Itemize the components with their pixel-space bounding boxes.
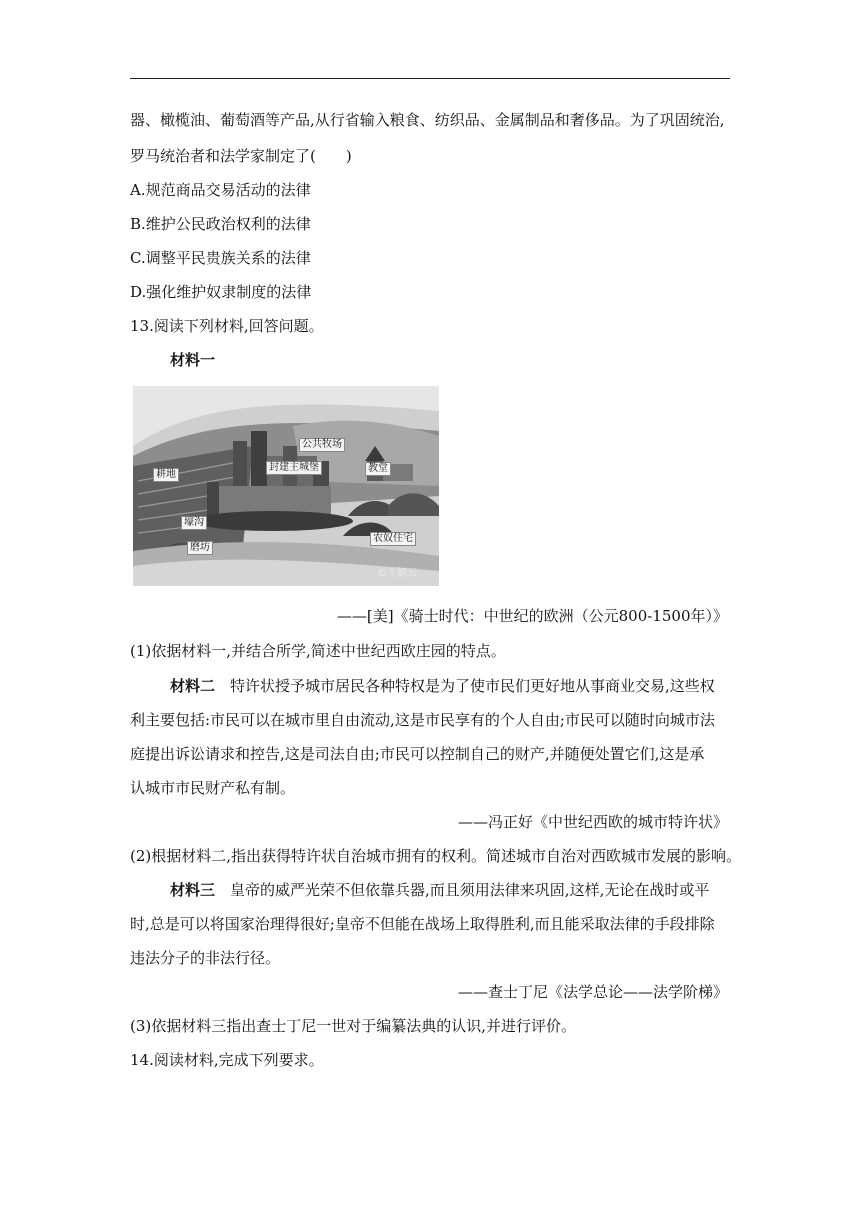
material-3-line3: 违法分子的非法行径。 [130,949,281,967]
q12-continuation-line2: 罗马统治者和法学家制定了( ) [130,147,352,165]
material-2-line4: 认城市市民财产私有制。 [130,779,296,797]
material-2-line1 [170,676,715,696]
material-1-label: 材料一 [170,351,216,369]
material-2-line2: 利主要包括:市民可以在城市里自由流动,这是市民享有的个人自由;市民可以随时向城市法 [130,711,715,729]
label-serf-houses: 农奴住宅 [370,532,416,546]
question-14: 14.阅读材料,完成下列要求。 [130,1051,324,1069]
manor-scene-drawing [133,386,439,586]
manor-illustration [133,386,439,586]
header-rule [130,78,730,79]
material-1-source: ——[美]《骑士时代：中世纪的欧洲（公元800-1500年）》 [336,607,728,625]
label-moat: 壕沟 [181,516,207,530]
question-13-1: (1)依据材料一,并结合所学,简述中世纪西欧庄园的特点。 [130,642,506,660]
option-c: C.调整平民贵族关系的法律 [130,249,311,267]
material-3-source: ——查士丁尼《法学总论——法学阶梯》 [457,983,728,1001]
label-castle: 封建主城堡 [266,461,322,475]
label-mill: 磨坊 [187,541,213,555]
material-3-line1 [170,880,709,900]
option-b: B.维护公民政治权利的法律 [130,215,311,233]
material-2-source: ——冯正好《中世纪西欧的城市特许状》 [457,813,728,831]
image-watermark: ©王婧云 [377,568,417,579]
q12-continuation-line1: 器、橄榄油、葡萄酒等产品,从行省输入粮食、纺织品、金属制品和奢侈品。为了巩固统治, [130,111,725,129]
material-3-line2: 时,总是可以将国家治理得很好;皇帝不但能在战场上取得胜利,而且能采取法律的手段排除 [130,915,715,933]
material-2-line3: 庭提出诉讼请求和控告,这是司法自由;市民可以控制自己的财产,并随便处置它们,这是承 [130,745,705,763]
label-church: 教堂 [365,462,391,476]
material-3-text1: 皇帝的威严光荣不但依靠兵器,而且须用法律来巩固,这样,无论在战时或平 [230,881,710,899]
material-3-label: 材料三 [170,881,216,899]
question-13-3: (3)依据材料三指出查士丁尼一世对于编纂法典的认识,并进行评价。 [130,1017,577,1035]
option-d: D.强化维护奴隶制度的法律 [130,283,312,301]
question-13-2: (2)根据材料二,指出获得特许状自治城市拥有的权利。简述城市自治对西欧城市发展的影响。 [130,847,742,865]
label-pasture: 公共牧场 [299,438,345,452]
label-farmland: 耕地 [153,468,179,482]
material-2-label: 材料二 [170,677,216,695]
question-13: 13.阅读下列材料,回答问题。 [130,317,324,335]
option-a: A.规范商品交易活动的法律 [130,181,311,199]
material-2-text1: 特许状授予城市居民各种特权是为了使市民们更好地从事商业交易,这些权 [230,677,715,695]
